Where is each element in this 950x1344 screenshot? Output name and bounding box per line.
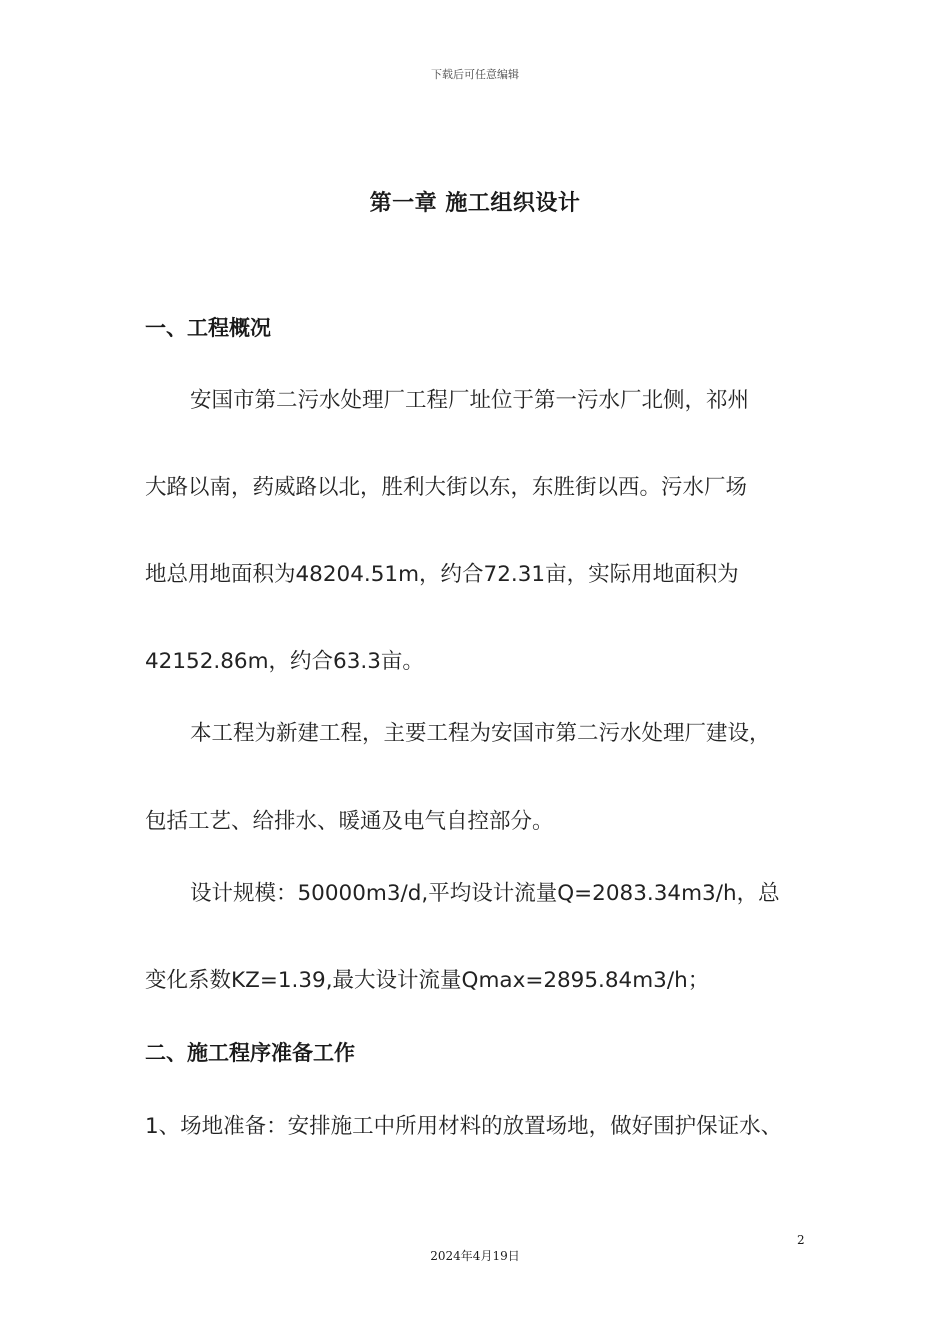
section-heading: 一、工程概况 [145, 316, 271, 340]
paragraph-line: 变化系数KZ=1.39,最大设计流量Qmax=2895.84m3/h； [145, 968, 710, 993]
header-note: 下载后可任意编辑 [431, 68, 519, 81]
footer-date: 2024年4月19日 [430, 1249, 520, 1263]
paragraph-line: 42152.86m，约合63.3亩。 [145, 649, 424, 674]
paragraph-line: 包括工艺、给排水、暖通及电气自控部分。 [145, 809, 554, 834]
paragraph-line: 本工程为新建工程，主要工程为安国市第二污水处理厂建设， [190, 721, 771, 746]
chapter-title: 第一章 施工组织设计 [369, 191, 581, 216]
paragraph-line: 1、场地准备：安排施工中所用材料的放置场地，做好围护保证水、 [145, 1114, 783, 1139]
page-number: 2 [797, 1233, 805, 1247]
paragraph-line: 设计规模：50000m3/d,平均设计流量Q=2083.34m3/h，总 [190, 881, 780, 906]
section-heading: 二、施工程序准备工作 [145, 1041, 355, 1065]
paragraph-line: 大路以南，药威路以北，胜利大街以东，东胜街以西。污水厂场 [145, 475, 748, 500]
paragraph-line: 安国市第二污水处理厂工程厂址位于第一污水厂北侧，祁州 [190, 388, 750, 413]
paragraph-line: 地总用地面积为48204.51m，约合72.31亩，实际用地面积为 [145, 562, 739, 587]
